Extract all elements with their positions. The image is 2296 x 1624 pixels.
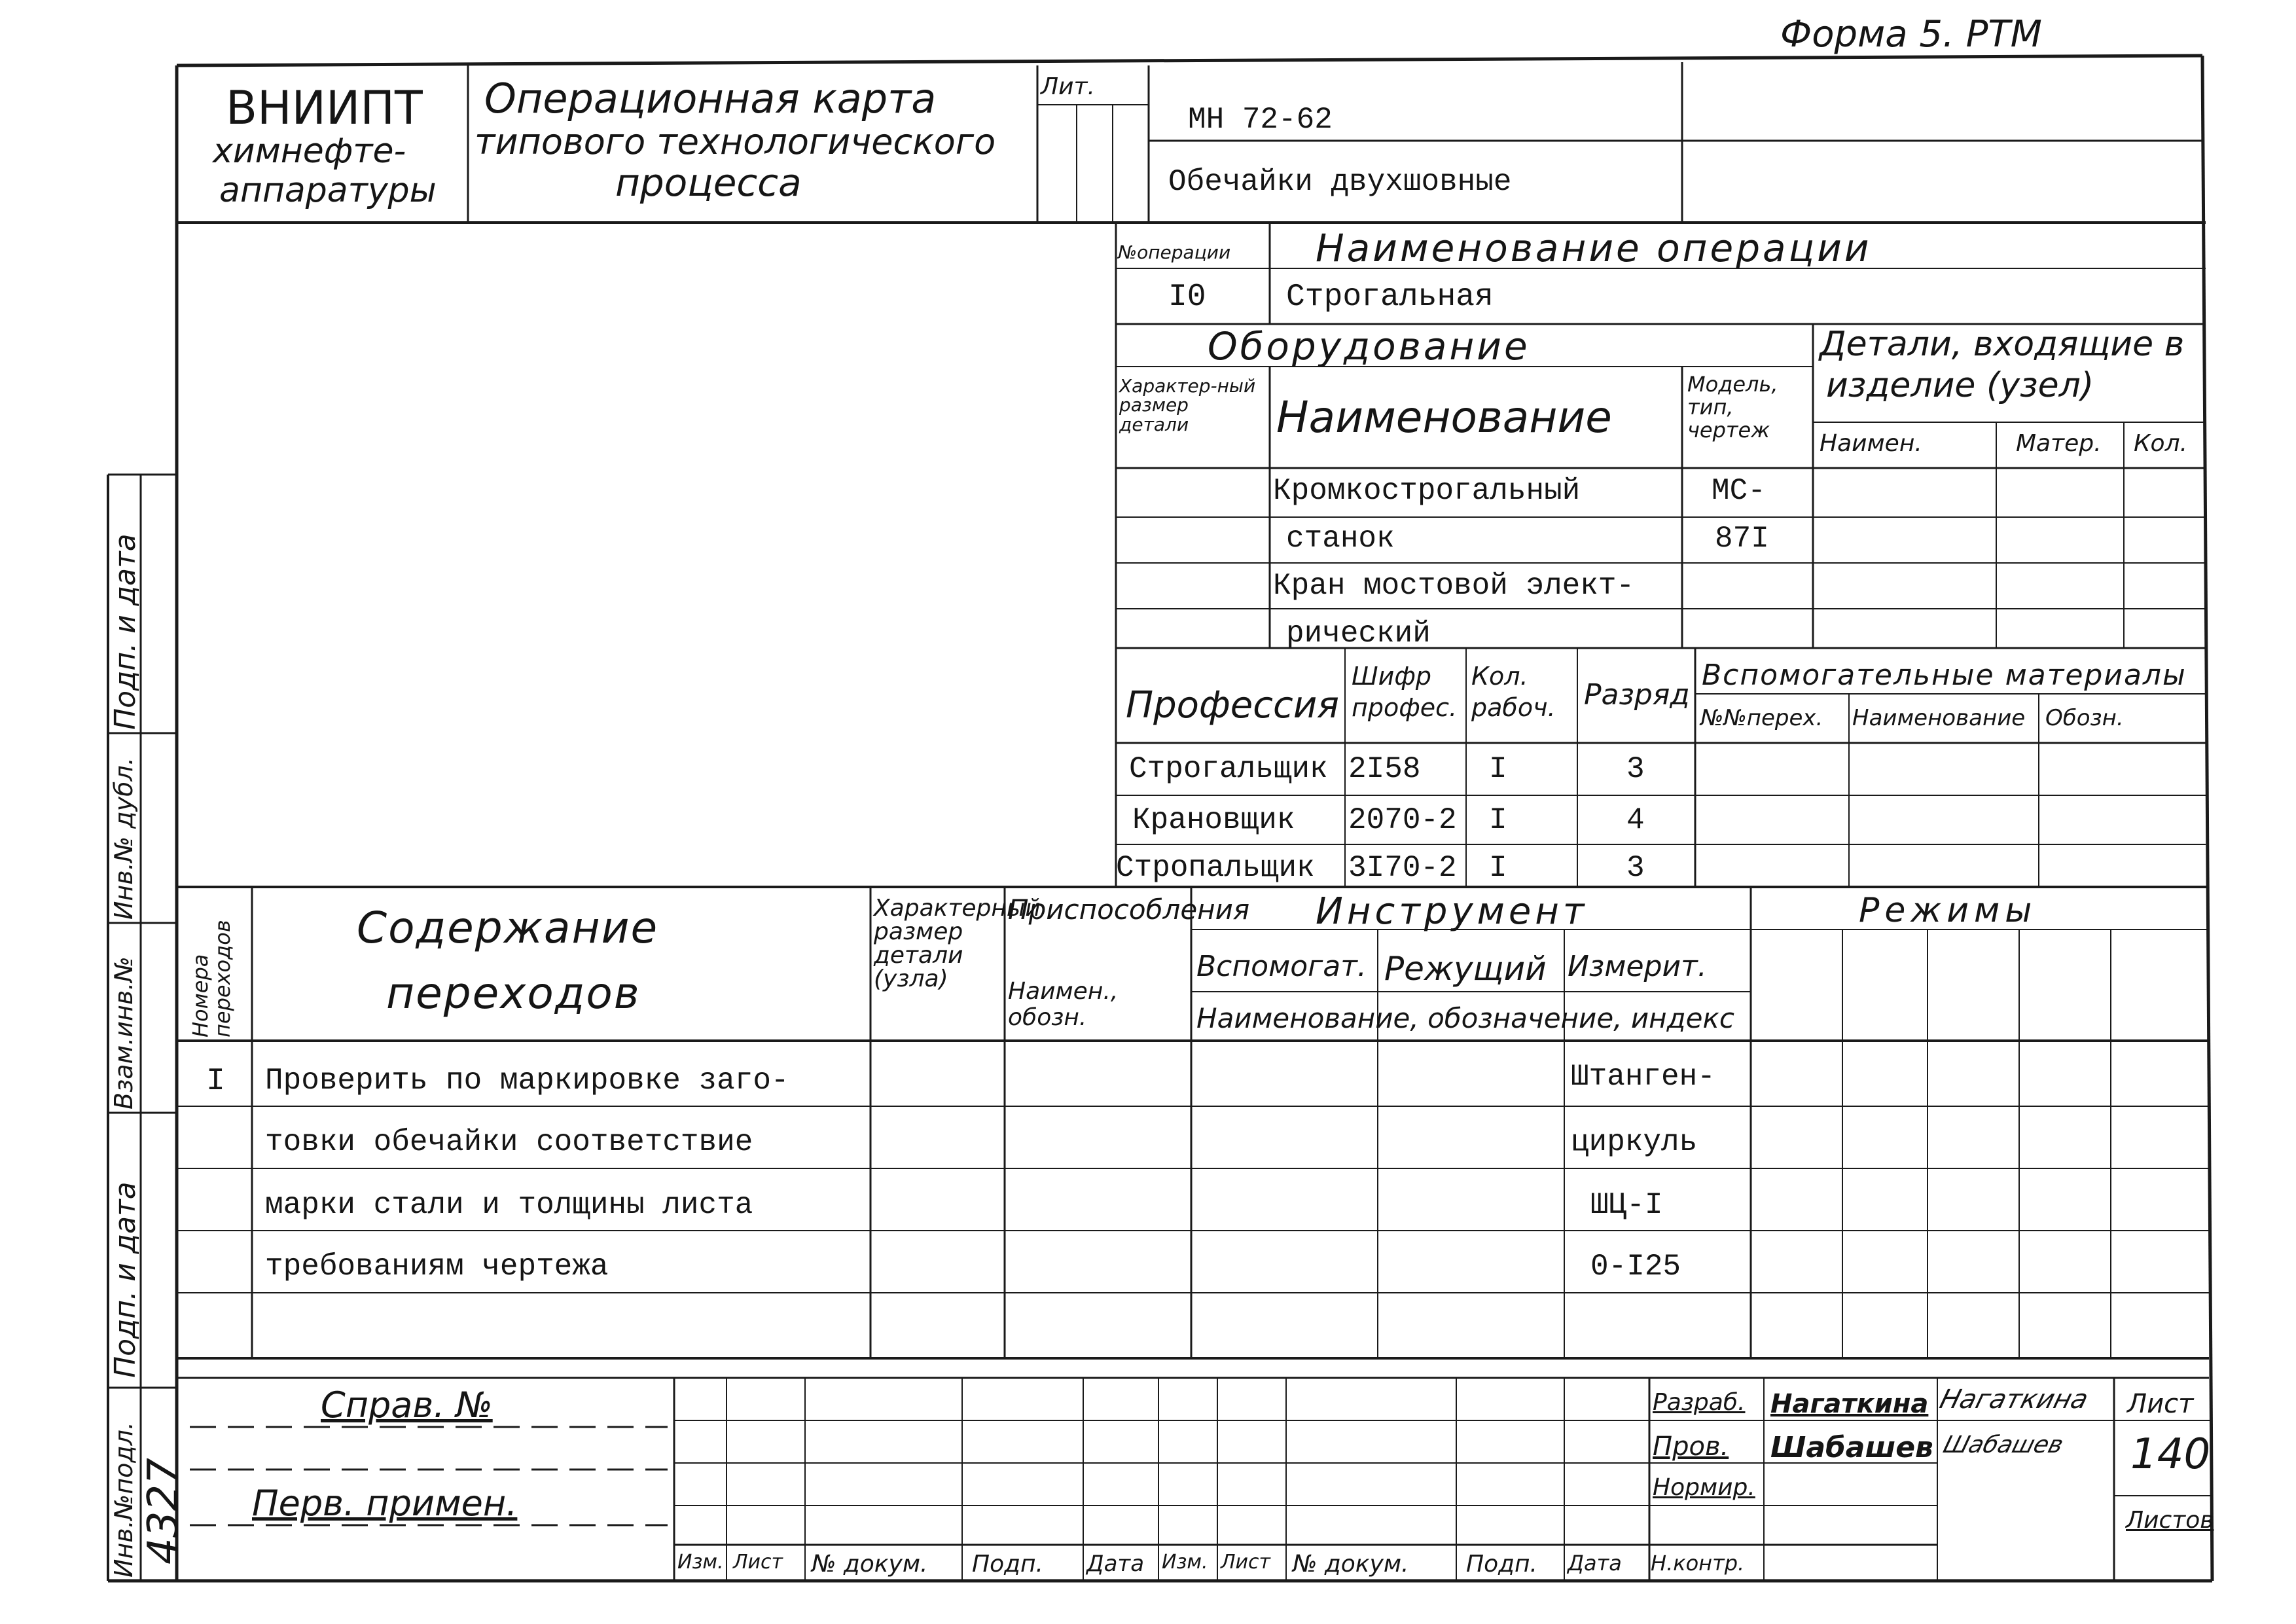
details-col-name: Наимен.	[1820, 430, 1922, 457]
part-name: Обечайки двухшовные	[1168, 165, 1512, 199]
transitions-col-fixtures: Приспособления	[1008, 893, 1250, 926]
worker-row-3-grade: 3	[1626, 851, 1645, 885]
transitions-col-num: Номера переходов	[188, 920, 235, 1038]
side-inv-number: 4327	[139, 1458, 188, 1564]
transition-row-1-num: I	[206, 1064, 225, 1099]
footer-col-list-1: Лист	[733, 1551, 783, 1574]
footer-col-date-1: Дата	[1086, 1551, 1145, 1577]
role-checker: Пров.	[1653, 1432, 1729, 1462]
transitions-col-fixtures-sub: Наимен., обозн.	[1008, 978, 1119, 1031]
aux-materials-col-name: Наименование	[1852, 705, 2026, 731]
checker-signature: Шабашев	[1940, 1432, 2066, 1458]
workers-col-grade: Разряд	[1584, 678, 1690, 712]
transition-row-4-content: требованиям чертежа	[265, 1250, 609, 1284]
side-vzam-inv: Взам.инв.№	[109, 956, 138, 1110]
card-title-line1: Операционная карта	[484, 75, 937, 122]
transitions-col-char-size: Характерный размер детали (узла)	[874, 895, 1041, 992]
details-title-line1: Детали, входящие в	[1820, 325, 2185, 364]
tools-title: Инструмент	[1316, 890, 1588, 933]
developer-signature: Нагаткина	[1936, 1384, 2092, 1415]
org-name-line2: химнефте-	[213, 132, 406, 171]
footer-col-list-2: Лист	[1221, 1551, 1271, 1574]
transition-row-3-measure: ШЦ-I	[1590, 1188, 1663, 1222]
footer-col-doc-1: № докум.	[812, 1551, 928, 1578]
worker-row-3-profession: Стропальщик	[1116, 851, 1315, 885]
transition-row-3-content: марки стали и толщины листа	[265, 1188, 753, 1222]
perv-primen-label: Перв. примен.	[252, 1483, 518, 1524]
equipment-row-1-model: МС-	[1712, 474, 1766, 508]
sprav-label: Справ. №	[321, 1384, 493, 1426]
worker-row-2-grade: 4	[1626, 803, 1645, 837]
form-label: Форма 5. РТМ	[1780, 13, 2042, 56]
equipment-row-3-name: Кран мостовой элект-	[1273, 569, 1635, 603]
aux-materials-col-num: №№перех.	[1700, 705, 1823, 731]
transition-row-2-content: товки обечайки соответствие	[265, 1125, 753, 1159]
transitions-col-content-line1: Содержание	[357, 903, 659, 953]
operation-name: Строгальная	[1286, 280, 1494, 315]
sheet-number: 140	[2130, 1430, 2211, 1479]
footer-col-date-2: Дата	[1568, 1551, 1622, 1576]
worker-row-2-count: I	[1489, 803, 1507, 837]
worker-row-1-count: I	[1489, 752, 1507, 786]
footer-col-sign-2: Подп.	[1466, 1551, 1537, 1578]
developer-name: Нагаткина	[1770, 1389, 1929, 1419]
details-title-line2: изделие (узел)	[1826, 366, 2094, 405]
transition-row-2-measure: циркуль	[1571, 1125, 1698, 1159]
org-name-line3: аппаратуры	[219, 171, 437, 210]
aux-materials-col-code: Обозн.	[2045, 705, 2124, 731]
workers-col-code: Шифр профес.	[1352, 662, 1458, 722]
tools-col-aux: Вспомогат.	[1196, 950, 1367, 983]
operation-number-header: №операции	[1118, 242, 1231, 263]
checker-name: Шабашев	[1770, 1431, 1933, 1464]
equipment-col-char-size: Характер-ный размер детали	[1119, 375, 1256, 435]
worker-row-2-code: 2070-2	[1348, 803, 1457, 837]
role-developer: Разраб.	[1653, 1389, 1746, 1416]
equipment-col-model: Модель, тип, чертеж	[1687, 372, 1778, 443]
sheet-label: Лист	[2127, 1389, 2194, 1419]
workers-col-profession: Профессия	[1126, 684, 1339, 727]
aux-materials-title: Вспомогательные материалы	[1702, 659, 2187, 692]
footer-col-doc-2: № докум.	[1293, 1551, 1409, 1578]
details-col-material: Матер.	[2016, 430, 2102, 457]
equipment-title: Оборудование	[1208, 324, 1530, 369]
worker-row-1-grade: 3	[1626, 752, 1645, 786]
worker-row-3-code: 3I70-2	[1348, 851, 1457, 885]
lit-label: Лит.	[1041, 73, 1095, 100]
equipment-row-2-name: станок	[1286, 522, 1395, 556]
tools-sub-header: Наименование, обозначение, индекс	[1196, 1002, 1734, 1034]
footer-col-sign-1: Подп.	[972, 1551, 1043, 1578]
worker-row-1-code: 2I58	[1348, 752, 1421, 786]
tools-col-cutting: Режущий	[1384, 950, 1547, 988]
role-n-control: Н.контр.	[1651, 1551, 1745, 1576]
equipment-col-name: Наименование	[1276, 392, 1612, 442]
card-title-line3: процесса	[615, 160, 802, 205]
worker-row-3-count: I	[1489, 851, 1507, 885]
doc-code: МН 72-62	[1188, 103, 1333, 137]
worker-row-2-profession: Крановщик	[1132, 803, 1295, 837]
footer-col-izm-2: Изм.	[1162, 1551, 1208, 1574]
operation-number: I0	[1168, 280, 1206, 315]
operation-name-header: Наименование операции	[1316, 226, 1872, 270]
footer-col-izm-1: Изм.	[677, 1551, 724, 1574]
equipment-row-1-name: Кромкострогальный	[1273, 474, 1581, 508]
tools-col-measuring: Измерит.	[1568, 950, 1707, 983]
transition-row-4-measure: 0-I25	[1590, 1250, 1681, 1284]
workers-col-count: Кол. рабоч.	[1471, 662, 1556, 722]
card-title-line2: типового технологического	[475, 121, 996, 162]
org-name-line1: ВНИИПТ	[226, 81, 423, 135]
transition-row-1-measure: Штанген-	[1571, 1060, 1715, 1094]
transitions-col-content-line2: переходов	[386, 968, 641, 1019]
sheets-label: Листов	[2126, 1507, 2214, 1534]
side-podp-data-2: Подп. и дата	[109, 533, 142, 730]
details-col-quantity: Кол.	[2134, 430, 2188, 457]
role-normcontrol: Нормир.	[1653, 1474, 1755, 1501]
side-podp-data-1: Подп. и дата	[109, 1182, 142, 1378]
side-inv-dubl: Инв.№ дубл.	[109, 757, 138, 920]
equipment-row-4-name: рический	[1286, 617, 1431, 651]
equipment-row-2-model: 87I	[1715, 522, 1769, 556]
transition-row-1-content: Проверить по маркировке заго-	[265, 1064, 789, 1098]
side-inv-podl: Инв.№подл.	[109, 1421, 138, 1578]
worker-row-1-profession: Строгальщик	[1129, 752, 1328, 786]
modes-title: Режимы	[1859, 891, 2037, 930]
